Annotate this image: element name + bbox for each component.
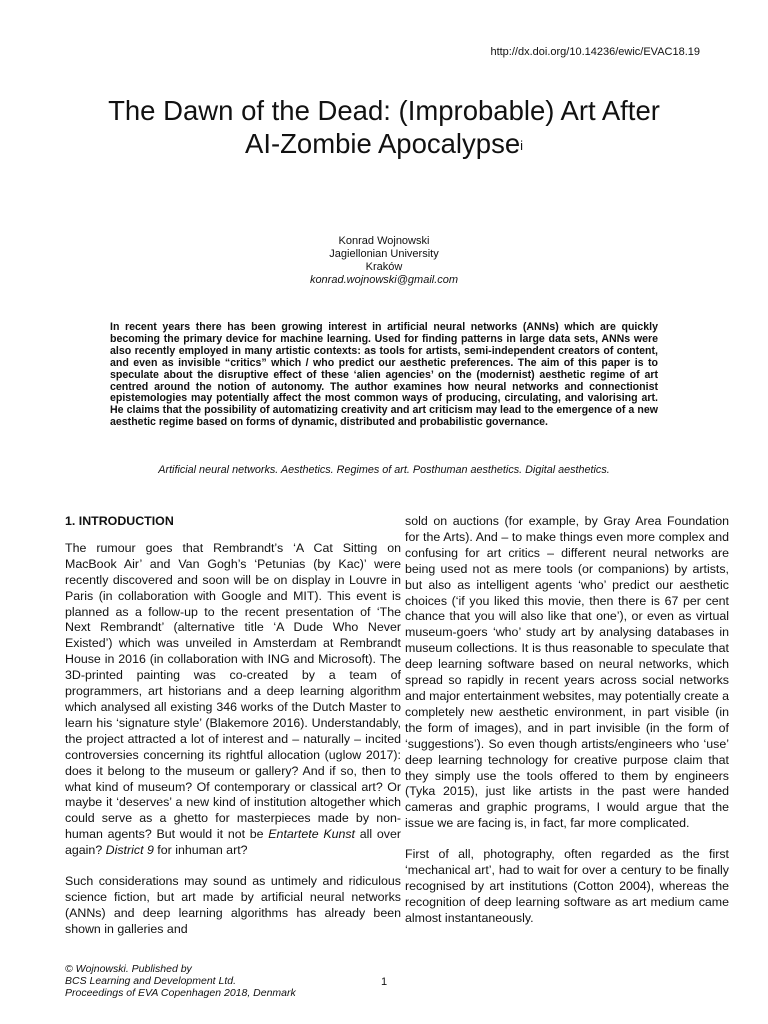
paragraph-1-text-c: for inhuman art?: [153, 843, 248, 858]
paragraph-3: sold on auctions (for example, by Gray Area Foundation for the Arts). And – to make things even more complex and confusing for art critics – different neural networks are being used not as mere tools (or companions) by artists, but also as intelligent agents ‘who’ predict our aesthetic choices (‘if you liked this movie, then there is 67 per cent chance that you will also like that one’), or even as virtual museum-goers ‘who’ study art by analysing databases in museum collections. It is thus reasonable to speculate that deep learning software based on neural networks, which spread so rapidly in recent years across social networks and major entertainment websites, may potentially create a completely new aesthetic environment, in part visible (in the form of images), and in part invisible (in the form of ‘suggestions’). So even though artists/engineers who ‘use’ deep learning technology for creative purpose claim that they simply use the tools offered to them by engineers (Tyka 2015), just like artists in the past were handed cameras and graphic programs, I would argue that the issue we are facing is, in fact, far more complicated.: [405, 514, 729, 831]
author-block: [0, 235, 768, 287]
author-affiliation: Jagiellonian University: [329, 248, 439, 260]
paragraph-2: Such considerations may sound as untimely and ridiculous science fiction, but art made by artificial neural networks (ANNs) and deep learning algorithms has already been shown in galleries and: [65, 874, 401, 936]
paragraph-4: First of all, photography, often regarded as the first ‘mechanical art’, had to wait for over a century to be finally recognised by art institutions (Cotton 2004), whereas the recognition of deep learning software as art medium came almost instantaneously.: [405, 847, 729, 925]
author-name: Konrad Wojnowski: [338, 235, 430, 247]
paragraph-1-text-a: The rumour goes that Rembrandt’s ‘A Cat Sitting on MacBook Air’ and Van Gogh’s ‘Petunias (by Kac)’ were recently discovered and soon will be on display in Louvre in Paris (in collaboration with Google and MIT). This event is planned as a follow-up to the recent presentation of ‘The Next Rembrandt’ (alternative title ‘A Dude Who Never Existed’) which was unveiled in Amsterdam at Rembrandt House in 2016 (in collaboration with ING and Microsoft). The 3D-printed painting was co-created by a team of programmers, art historians and a deep learning algorithm which analysed all existing 346 works of the Dutch Master to learn his ‘signature style’ (Blakemore 2016). Understandably, the project attracted a lot of interest and – naturally – incited controversies concerning its rightful allocation (uglow 2017): does it belong to the museum or gallery? And if so, then to what kind of museum? Of contemporary or classical art? Or maybe it ‘deserves’ a new kind of institution altogether which could serve as a ghetto for masterpieces made by non-human agents? But would it not be: [65, 540, 401, 842]
paragraph-1: [65, 541, 401, 859]
footer-line-3: Proceedings of EVA Copenhagen 2018, Denmark: [65, 986, 296, 999]
paragraph-1-emphasis-2: District 9: [105, 843, 154, 858]
title-line-1: The Dawn of the Dead: (Improbable) Art After: [108, 95, 660, 126]
footer-line-1: © Wojnowski. Published by: [65, 963, 192, 975]
author-email[interactable]: konrad.wojnowski@gmail.com: [309, 274, 459, 286]
column-left: [65, 514, 401, 953]
section-heading: 1. INTRODUCTION: [65, 514, 174, 528]
title-footnote-mark[interactable]: i: [520, 138, 524, 153]
keywords: Artificial neural networks. Aesthetics. Regimes of art. Posthuman aesthetics. Digital aesthetics.: [158, 464, 610, 476]
column-right: [405, 514, 729, 942]
doi-link[interactable]: http://dx.doi.org/10.14236/ewic/EVAC18.19: [490, 46, 700, 58]
paper-title: [40, 94, 728, 160]
abstract: In recent years there has been growing interest in artificial neural networks (ANNs) which are quickly becoming the primary device for machine learning. Used for finding patterns in large data sets, ANNs were also recently employed in many artistic contexts: as tools for artists, semi-independent creators of content, and even as invisible “critics” which / who predict our aesthetic preferences. The aim of this paper is to speculate about the disruptive effect of these ‘alien agencies’ on the (modernist) aesthetic regime of art centred around the notion of autonomy. The author examines how neural networks and connectionist epistemologies may potentially affect the most common ways of producing, circulating, and valorising art. He claims that the possibility of automatizing creativity and art criticism may lead to the emergence of a new aesthetic regime based on forms of dynamic, distributed and probabilistic governance.: [110, 321, 658, 429]
footer-line-2: BCS Learning and Development Ltd.: [65, 974, 237, 987]
paragraph-1-text-b: all over again?: [65, 827, 401, 858]
title-line-2: AI-Zombie Apocalypse: [244, 128, 521, 159]
author-city: Kraków: [365, 261, 403, 273]
page-number: 1: [380, 976, 388, 988]
paragraph-1-emphasis-1: Entartete Kunst: [268, 827, 355, 842]
